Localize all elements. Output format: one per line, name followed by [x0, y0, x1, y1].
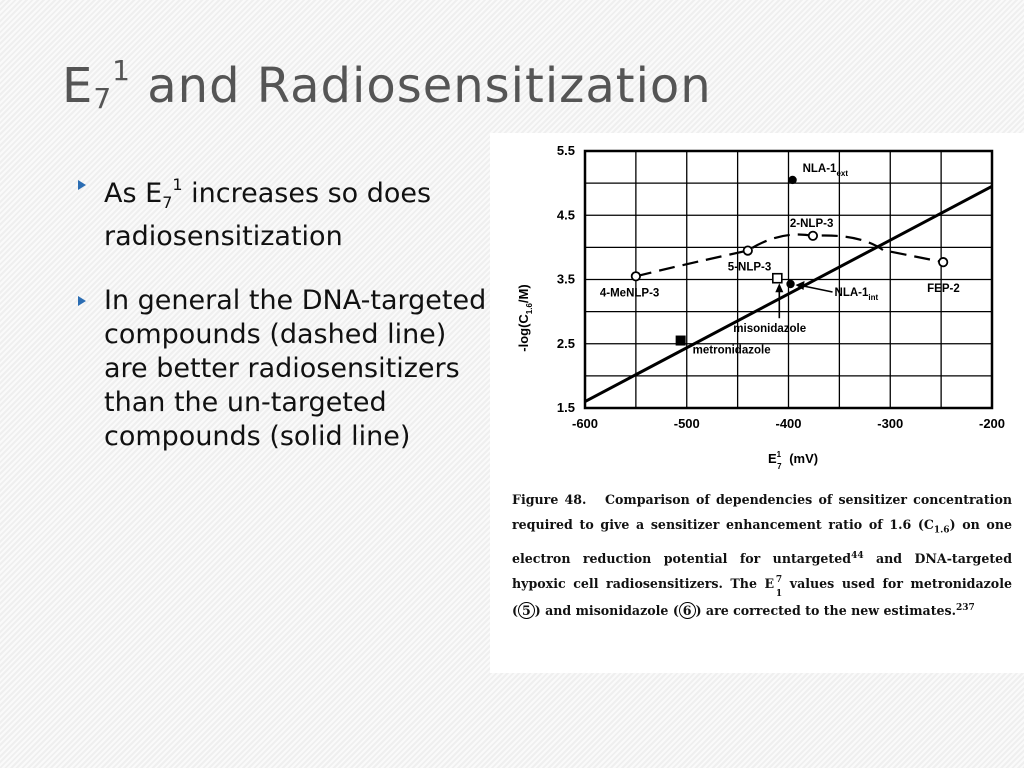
misonidazole-pointer-head: [775, 283, 783, 292]
figure-image: [490, 133, 1024, 673]
data-point-marker: [773, 274, 782, 283]
data-point-marker: [939, 258, 947, 266]
chart: [490, 133, 1024, 478]
x-tick-label: -300: [877, 416, 904, 431]
data-point-label: 4-MeNLP-3: [599, 287, 660, 300]
y-tick-label: 5.5: [556, 143, 575, 158]
x-tick-label: -200: [978, 416, 1006, 431]
data-point-label: NLA-$1_{int}$: [834, 286, 879, 302]
bullet-item: In general the DNA-targeted compounds (dashed line) are better radiosensitizers than the un-targeted compounds (solid line): [74, 284, 494, 454]
data-point-marker: [676, 336, 686, 346]
data-point-marker: [632, 272, 640, 280]
y-tick-label: 3.5: [556, 271, 575, 287]
x-tick-label: -400: [775, 416, 802, 431]
data-point-label: FEP-2: [927, 283, 960, 296]
data-point-marker: [809, 232, 817, 240]
data-point-label: NLA-$1_{ext}$: [802, 162, 849, 178]
x-tick-label: -600: [571, 416, 599, 431]
bullet-list: [74, 168, 494, 484]
series-line-dna-targeted: [636, 234, 943, 276]
y-tick-label: 1.5: [556, 400, 575, 415]
y-tick-label: 4.5: [556, 207, 575, 223]
bullet-arrow-icon: [78, 296, 86, 306]
data-point-marker: [788, 176, 796, 184]
y-tick-label: 2.5: [556, 335, 575, 351]
data-point-label: 5-NLP-3: [727, 261, 772, 274]
data-point-marker: [786, 280, 794, 288]
data-point-label: 2-NLP-3: [789, 217, 834, 230]
data-point-label: metronidazole: [692, 344, 771, 357]
bullet-item: As $E_7^1$ increases so does radiosensitization: [74, 168, 494, 254]
data-point-marker: [744, 246, 752, 254]
bullet-arrow-icon: [78, 180, 86, 190]
figure-caption: Figure 48. Comparison of dependencies of sensitizer concentration required to give a sensitizer enhancement ratio of 1.6 $(C_{1.6})$ on one electron reduction potential for untargeted$^{44}$ and DNA-targeted hypoxic cell radiosensitizers. The E 1 7 values used for metronidazole ( 5 ) and misonidazole ( 6 ) are corrected to the new estimates.$^{237}$: [512, 492, 1012, 618]
slide-title: $E_7^1$ and Radiosensitization: [62, 54, 712, 115]
x-axis-label: $E^1$ 7 (mV): [768, 450, 819, 471]
x-tick-label: -500: [673, 416, 700, 431]
y-axis-label: $-\log(C_{1.6}/M)$: [516, 284, 534, 352]
data-point-label: misonidazole: [733, 323, 807, 336]
